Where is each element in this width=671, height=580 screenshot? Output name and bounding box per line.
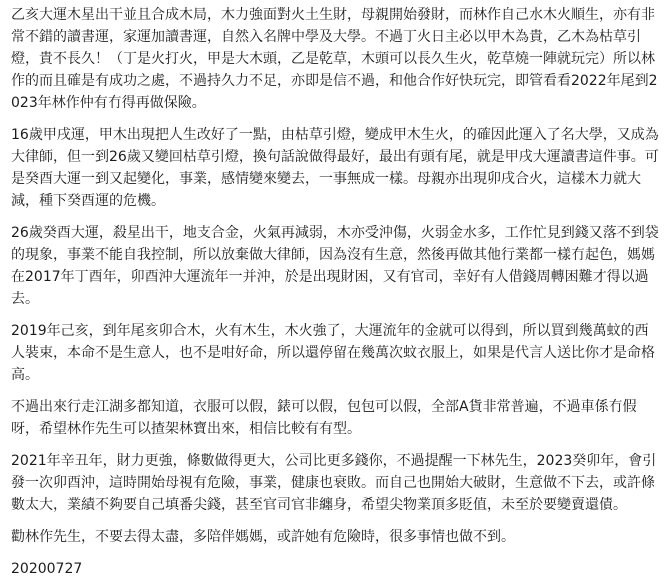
paragraph-7: 勸林作先生，不要去得太盡，多陪伴媽媽，或許她有危險時，很多事情也做不到。: [11, 529, 515, 545]
paragraph-5: 不過出來行走江湖多都知道，衣服可以假，錶可以假，包包可以假，全部A貨非常普遍，不過車係冇假呀，希望林作先生可以揸架林寶出來，相信比較有有型。: [11, 399, 637, 437]
article-body: [11, 4, 659, 580]
paragraph-3: 26歲癸酉大運，殺星出干，地支合金，火氣再減弱，木亦受沖傷，火弱金水多，工作忙見到錢又落不到袋的現象，事業不能自我控制，所以放棄做大律師，因為沒有生意，然後再做其他行業都一樣冇起色，媽媽在2017年丁酉年，卯酉沖大運流年一并沖，於是出現財困，又有官司，幸好有人借錢周轉困難才得以過去。: [11, 225, 659, 307]
post-date: 20200727: [11, 561, 83, 577]
paragraph-1: 乙亥大運木星出干並且合成木局，木力強面對火土生財，母親開始發財，而林作自己水木火順生，亦有非常不錯的讀書運，家運加讀書運，自然入名牌中學及大學。不過丁火日主必以甲木為貴，乙木為枯草引燈，貴不長久！（丁是火打火，甲是大木頭，乙是乾草，木頭可以長久生火，乾草燒一陣就玩完）所以林作的而且確是有成功之處，不過持久力不足，亦即是信不過，和他合作好快玩完，即管看看2022年尾到2023年林作仲有冇得再做保險。: [11, 7, 658, 111]
paragraph-4: 2019年己亥，到年尾亥卯合木，火有木生，木火強了，大運流年的金就可以得到，所以買到幾萬蚊的西人裝束，本命不是生意人，也不是咁好命，所以還停留在幾萬次蚊衣服上，如果是代言人送比你才是命格高。: [11, 323, 655, 383]
paragraph-2: 16歲甲戌運，甲木出現把人生改好了一點，由枯草引燈，變成甲木生火，的確因此運入了名大學，又成為大律師，但一到26歲又變回枯草引燈，換句話說做得最好，最出有頭有尾，就是甲戌大運讀書這件事。可是癸酉大運一到又起變化，事業，感情變來變去，一事無成一樣。母親亦出現卯戌合火，這樣木力就大減，種下癸酉運的危機。: [11, 127, 659, 209]
paragraph-6: 2021年辛丑年，財力更強，條數做得更大，公司比更多錢你，不過提醒一下林先生，2023癸卯年，會引發一次卯酉沖，這時開始母視有危險，事業，健康也衰敗。而自己也開始大破財，生意做不下去，或許條數太大，業績不夠要自己填番尖錢，甚至官司官非纏身，希望尖物業頂多貶值，未至於要變賣還債。: [11, 453, 657, 513]
